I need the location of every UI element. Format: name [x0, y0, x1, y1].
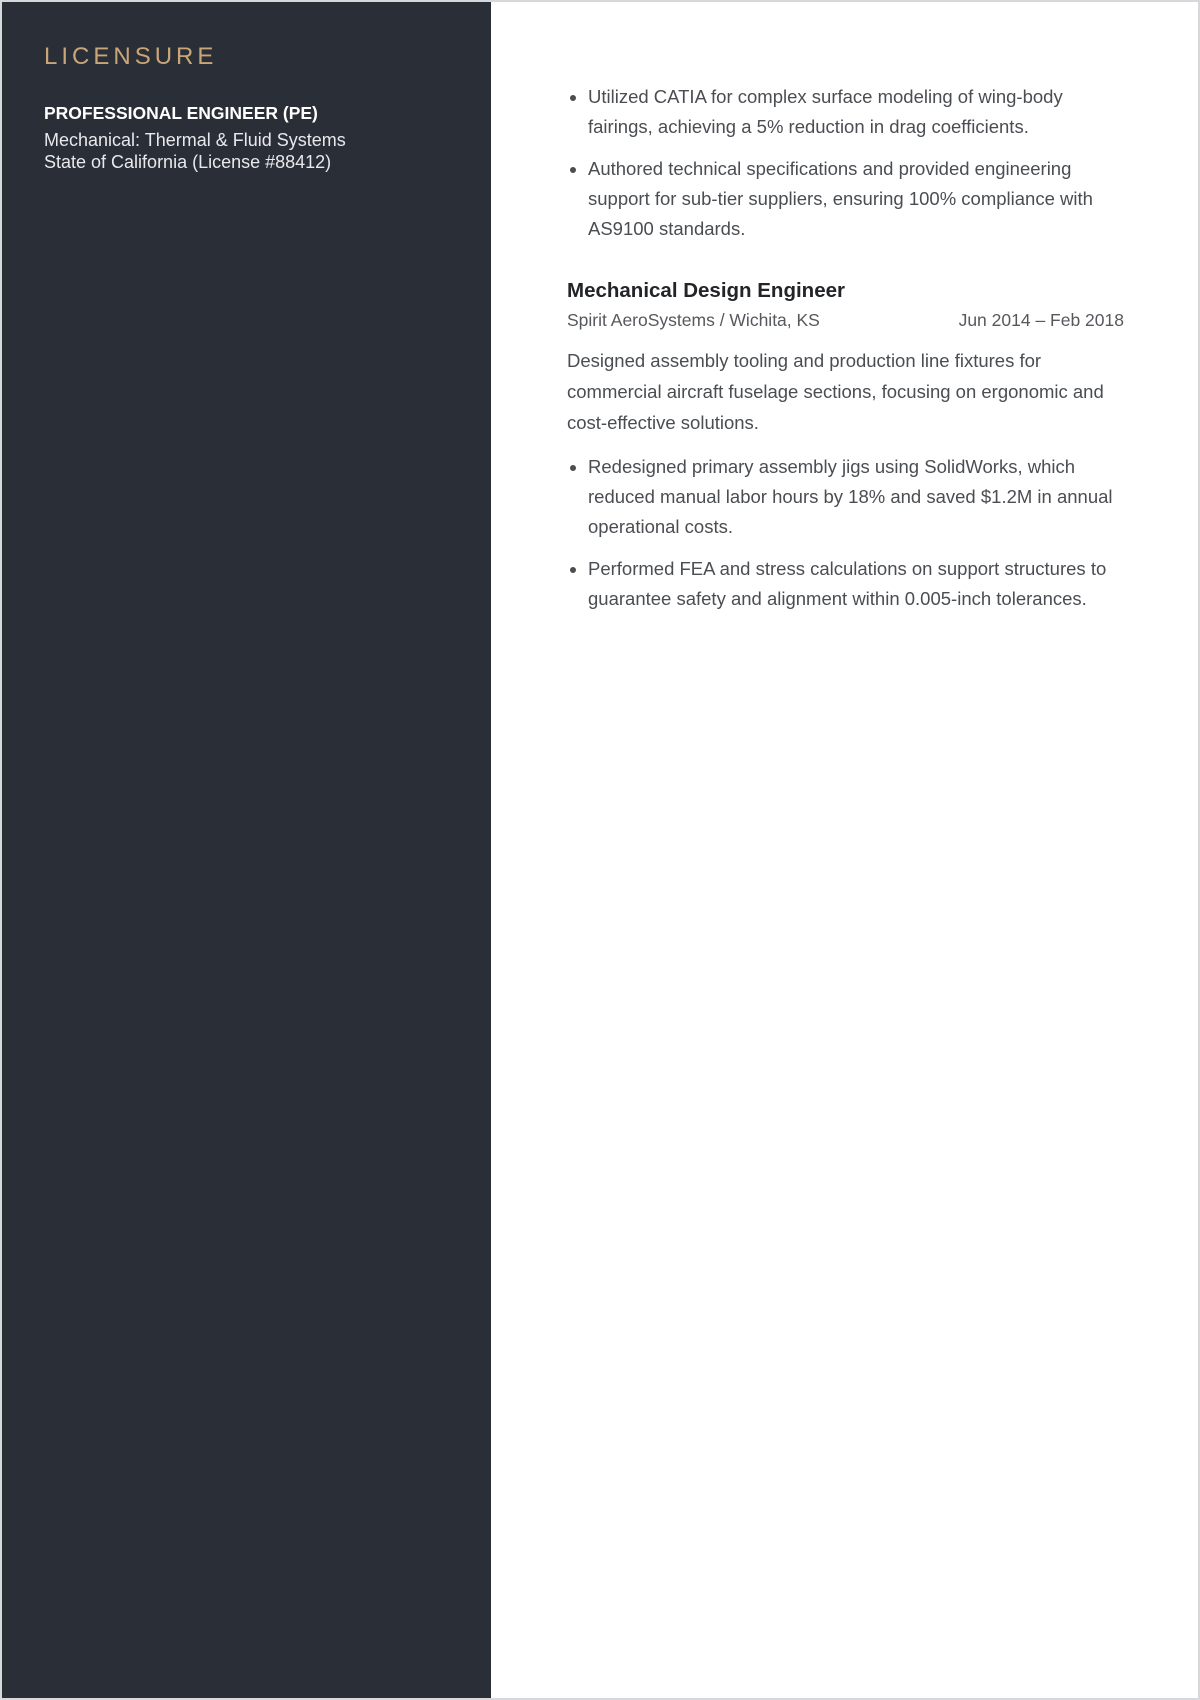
licensure-section [44, 42, 449, 173]
job-description: Designed assembly tooling and production line fixtures for commercial aircraft fuselage sections, focusing on ergonomic and cost-effective solutions. [567, 350, 1104, 433]
job-meta [567, 309, 1124, 331]
bullet-item: • Redesigned primary assembly jigs using SolidWorks, which reduced manual labor hours by 18% and saved $1.2M in annual operational costs. [588, 452, 1124, 542]
prior-job-bullets [567, 82, 1124, 244]
bullet-item: • Authored technical specifications and provided engineering support for sub-tier suppliers, ensuring 100% compliance with AS9100 standards. [588, 154, 1124, 244]
license-title: PROFESSIONAL ENGINEER (PE) [44, 103, 318, 123]
bullet-item: • Performed FEA and stress calculations on support structures to guarantee safety and alignment within 0.005-inch tolerances. [588, 554, 1124, 614]
job-company: Spirit AeroSystems / Wichita, KS [567, 310, 820, 330]
job-dates: Jun 2014 – Feb 2018 [958, 310, 1124, 330]
job-title: Mechanical Design Engineer [567, 279, 845, 302]
job-entry [567, 278, 1124, 614]
main-content [491, 2, 1198, 1698]
licensure-heading: LICENSURE [44, 43, 218, 70]
sidebar [2, 2, 491, 1698]
license-state: State of California (License #88412) [44, 152, 332, 172]
license-discipline: Mechanical: Thermal & Fluid Systems [44, 130, 346, 150]
bullet-item: • Utilized CATIA for complex surface modeling of wing-body fairings, achieving a 5% reduction in drag coefficients. [588, 82, 1124, 142]
job-bullets [567, 452, 1124, 614]
